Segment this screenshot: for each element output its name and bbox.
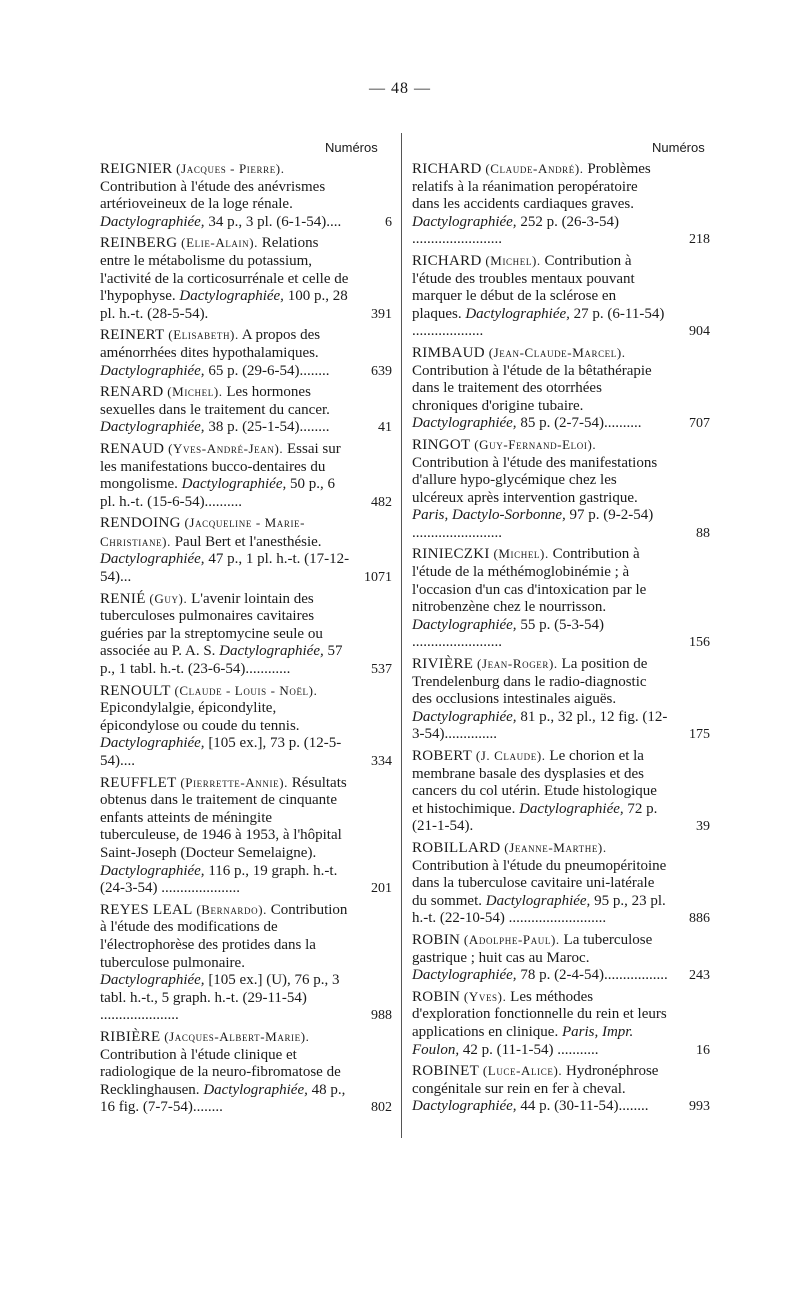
publication-type: Dactylographiée, — [179, 288, 284, 305]
author-firstname: (Adolphe-Paul). — [463, 931, 560, 947]
author-firstname: (Jacques-Albert-Marie). — [164, 1028, 310, 1044]
publication-type: Dactylographiée, — [412, 616, 517, 633]
entry-number: 41 — [378, 420, 392, 436]
publication-details: 95 p., 23 pl. h.-t. (22-10-54) .......................... — [412, 892, 666, 927]
bibliography-entry — [100, 514, 392, 586]
publication-details: 97 p. (9-2-54) ........................ — [412, 507, 654, 541]
thesis-title: Le chorion et la membrane basale des dysplasies et des cancers du col utérin. Etude histologique et histochimique. — [412, 748, 657, 817]
thesis-title: Contribution à l'étude de la méthémoglobinémie ; à l'occasion d'un cas d'intoxication par le nitrobenzène chez le nourrisson. — [412, 546, 647, 616]
publication-type: Dactylographiée, — [485, 892, 591, 909]
author-surname: RINGOT — [412, 436, 471, 453]
bibliography-entry — [412, 988, 710, 1059]
bibliography-entry — [100, 1028, 392, 1117]
publication-type: Dactylographiée, — [412, 967, 517, 984]
author-firstname: (Michel). — [493, 546, 549, 562]
publication-details: [105 ex.] (U), 76 p., 3 tabl. h.-t., 5 graph. h.-t. (29-11-54) ..................... — [100, 972, 340, 1024]
entry-number: 6 — [385, 214, 392, 230]
publication-details: 48 p., 16 fig. (7-7-54)........ — [100, 1081, 346, 1116]
entry-number: 156 — [689, 635, 710, 651]
publication-details: 57 p., 1 tabl. h.-t. (23-6-54)............ — [100, 643, 343, 678]
thesis-title: Contribution à l'étude de la bêtathérapie dans le traitement des otorrhées chroniques d'origine tubaire. — [412, 362, 652, 414]
bibliography-entry — [412, 1062, 710, 1116]
author-firstname: (Jeanne-Marthe). — [504, 839, 607, 855]
bibliography-entry — [412, 839, 710, 928]
publication-type: Paris, Impr. Foulon, — [412, 1023, 634, 1058]
bibliography-entry — [100, 682, 392, 771]
bibliography-entry — [412, 545, 710, 652]
publication-type: Dactylographiée, — [412, 213, 517, 230]
entry-number: 39 — [696, 819, 710, 835]
author-surname: ROBIN — [412, 988, 461, 1005]
thesis-title: Résultats obtenus dans le traitement de cinquante enfants atteints de méningite tuberculeuse, de 1946 à 1953, à l'hôpital Saint-Joseph (Docteur Semelaigne). — [100, 774, 347, 861]
thesis-title: Contribution à l'étude des troubles mentaux pouvant marquer le début de la sclérose en plaques. — [412, 252, 635, 322]
author-surname: ROBIN — [412, 931, 461, 948]
publication-type: Dactylographiée, — [465, 305, 570, 322]
bibliography-entry — [100, 774, 392, 898]
publication-type: Dactylographiée, — [412, 415, 517, 432]
entry-number: 993 — [689, 1099, 710, 1115]
bibliography-entry — [412, 655, 710, 744]
column-divider — [401, 133, 402, 1138]
author-surname: RENAUD — [100, 440, 165, 457]
thesis-title: Contribution à l'étude des manifestations d'allure hypo-glycémique chez les ulcéreux après intervention gastrique. — [412, 454, 658, 506]
entry-number: 201 — [371, 881, 392, 897]
author-surname: RIBIÈRE — [100, 1028, 161, 1045]
author-surname: REYES LEAL — [100, 901, 193, 918]
publication-type: Dactylographiée, — [181, 476, 287, 493]
entry-number: 904 — [689, 324, 710, 340]
author-surname: ROBILLARD — [412, 839, 501, 856]
author-firstname: (Luce-Alice). — [482, 1063, 563, 1079]
thesis-title: La position de Trendelenburg dans le radio-diagnostic des occlusions intestinales aiguës. — [412, 656, 648, 708]
author-surname: RINIECZKI — [412, 546, 490, 563]
bibliography-entry — [100, 160, 392, 231]
publication-details: 50 p., 6 pl. h.-t. (15-6-54).......... — [100, 476, 335, 510]
publication-details: 27 p. (6-11-54) ................... — [412, 305, 665, 340]
publication-details: 116 p., 19 graph. h.-t. (24-3-54) ..................... — [100, 862, 338, 897]
left-column — [100, 160, 392, 1117]
publication-type: Dactylographiée, — [519, 800, 624, 817]
author-surname: RICHARD — [412, 252, 482, 269]
publication-details: 42 p. (11-1-54) ........... — [462, 1041, 599, 1058]
author-surname: RENIÉ — [100, 590, 146, 607]
publication-details: 78 p. (2-4-54)................. — [520, 967, 668, 984]
right-column — [412, 160, 710, 1116]
publication-type: Dactylographiée, — [100, 972, 205, 989]
entry-number: 988 — [371, 1008, 392, 1024]
column-header-left: Numéros — [325, 140, 378, 155]
author-surname: RENDOING — [100, 515, 181, 532]
publication-type: Dactylographiée, — [412, 708, 517, 725]
publication-details: 100 p., 28 pl. h.-t. (28-5-54). — [100, 288, 348, 322]
entry-number: 537 — [371, 662, 392, 678]
bibliography-entry — [412, 931, 710, 985]
publication-details: [105 ex.], 73 p. (12-5-54).... — [100, 735, 342, 769]
publication-details: 252 p. (26-3-54) ........................ — [412, 213, 620, 248]
publication-details: 34 p., 3 pl. (6-1-54).... — [208, 213, 342, 230]
column-header-right: Numéros — [652, 140, 705, 155]
bibliography-entry — [100, 326, 392, 380]
thesis-title: Paul Bert et l'anesthésie. — [174, 533, 322, 550]
thesis-title: La tuberculose gastrique ; huit cas au Maroc. — [412, 931, 653, 966]
entry-number: 391 — [371, 306, 392, 322]
bibliography-entry — [412, 436, 710, 543]
entry-number: 175 — [689, 727, 710, 743]
thesis-title: Problèmes relatifs à la réanimation peropératoire dans les accidents cardiaques graves. — [412, 161, 651, 213]
author-firstname: (Pierrette-Annie). — [180, 774, 288, 790]
publication-details: 85 p. (2-7-54).......... — [520, 415, 642, 432]
author-firstname: (Jacqueline - Marie-Christiane). — [100, 515, 306, 549]
publication-type: Dactylographiée, — [100, 419, 205, 436]
publication-type: Dactylographiée, — [100, 862, 205, 879]
bibliography-entry — [100, 901, 392, 1025]
entry-number: 334 — [371, 754, 392, 769]
author-surname: RENOULT — [100, 682, 171, 699]
author-firstname: (Elie-Alain). — [181, 235, 259, 251]
entry-number: 243 — [689, 968, 710, 984]
thesis-title: Relations entre le métabolisme du potassium, l'activité de la corticosurrénale et celle de l'hypophyse. — [100, 235, 349, 305]
bibliography-entry — [100, 234, 392, 323]
bibliography-entry — [412, 160, 710, 249]
publication-details: 65 p. (29-6-54)........ — [208, 362, 330, 379]
entry-number: 1071 — [364, 570, 392, 586]
publication-details: 81 p., 32 pl., 12 fig. (12-3-54).............. — [412, 708, 668, 743]
author-firstname: (J. Claude). — [475, 748, 546, 763]
entry-number: 218 — [689, 232, 710, 248]
entry-number: 16 — [696, 1042, 710, 1058]
author-surname: REIGNIER — [100, 161, 173, 177]
bibliography-entry — [412, 747, 710, 836]
publication-type: Dactylographiée, — [412, 1098, 517, 1115]
bibliography-entry — [100, 440, 392, 511]
publication-type: Paris, Dactylo-Sorbonne, — [412, 507, 566, 524]
publication-details: 44 p. (30-11-54)........ — [520, 1098, 649, 1115]
author-firstname: (Guy-Fernand-Eloi). — [474, 436, 597, 452]
publication-details: 47 p., 1 pl. h.-t. (17-12-54)... — [100, 551, 350, 586]
author-firstname: (Jean-Roger). — [477, 656, 558, 672]
publication-type: Dactylographiée, — [100, 735, 205, 752]
author-surname: REINBERG — [100, 235, 178, 252]
thesis-title: Essai sur les manifestations bucco-dentaires du mongolisme. — [100, 440, 341, 493]
author-firstname: (Yves). — [463, 988, 507, 1004]
thesis-title: Contribution à l'étude clinique et radiologique de la neuro-fibromatose de Recklinghausen. — [100, 1046, 341, 1098]
entry-number: 707 — [689, 416, 710, 432]
bibliography-entry — [100, 383, 392, 437]
thesis-title: Les hormones sexuelles dans le traitement du cancer. — [100, 384, 330, 418]
publication-type: Dactylographiée, — [219, 643, 324, 660]
page-number: — 48 — — [369, 80, 431, 97]
author-firstname: (Jacques - Pierre). — [176, 161, 285, 176]
entry-number: 802 — [371, 1100, 392, 1116]
entry-number: 886 — [689, 911, 710, 927]
thesis-title: A propos des aménorrhées dites hypothalamiques. — [100, 327, 321, 361]
author-surname: RICHARD — [412, 161, 482, 177]
author-firstname: (Claude - Louis - Noël). — [174, 682, 318, 698]
bibliography-entry — [412, 344, 710, 433]
entry-number: 639 — [371, 363, 392, 379]
author-surname: ROBINET — [412, 1063, 480, 1080]
publication-details: 72 p. (21-1-54). — [412, 800, 658, 835]
author-firstname: (Elisabeth). — [168, 327, 239, 343]
publication-type: Dactylographiée, — [100, 362, 205, 379]
author-firstname: (Michel). — [167, 384, 223, 400]
thesis-title: L'avenir lointain des tuberculoses pulmonaires cavitaires guéries par la streptomycine seule ou associée au P. A. S. — [100, 590, 323, 660]
thesis-title: Epicondylalgie, épicondylite, épicondylose ou coude du tennis. — [100, 700, 300, 734]
author-firstname: (Guy). — [149, 590, 188, 606]
publication-type: Dactylographiée, — [100, 551, 205, 568]
author-surname: RENARD — [100, 384, 164, 401]
thesis-title: Hydronéphrose congénitale sur rein en fer à cheval. — [412, 1063, 659, 1097]
thesis-title: Contribution à l'étude des anévrismes artérioveineux de la loge rénale. — [100, 178, 326, 213]
author-surname: RIMBAUD — [412, 344, 485, 361]
author-surname: RIVIÈRE — [412, 656, 474, 673]
publication-details: 55 p. (5-3-54) ........................ — [412, 616, 605, 651]
entry-number: 88 — [696, 525, 710, 541]
author-firstname: (Yves-André-Jean). — [168, 440, 284, 456]
thesis-title: Contribution à l'étude du pneumopéritoine dans la tuberculose cavitaire uni-latérale du sommet. — [412, 857, 667, 909]
bibliography-entry — [412, 252, 710, 341]
thesis-title: Contribution à l'étude des modifications de l'électrophorèse des protides dans la tuberculose pulmonaire. — [100, 901, 348, 971]
publication-type: Dactylographiée, — [100, 213, 205, 230]
author-firstname: (Jean-Claude-Marcel). — [488, 344, 626, 360]
thesis-title: Les méthodes d'exploration fonctionnelle du rein et leurs applications en clinique. — [412, 988, 667, 1040]
publication-type: Dactylographiée, — [203, 1081, 308, 1098]
author-firstname: (Michel). — [485, 252, 541, 268]
author-surname: REUFFLET — [100, 774, 177, 791]
bibliography-entry — [100, 590, 392, 679]
author-surname: ROBERT — [412, 748, 473, 764]
author-firstname: (Claude-André). — [485, 161, 584, 176]
author-surname: REINERT — [100, 327, 165, 344]
author-firstname: (Bernardo). — [196, 901, 268, 917]
entry-number: 482 — [371, 494, 392, 510]
publication-details: 38 p. (25-1-54)........ — [208, 419, 330, 436]
